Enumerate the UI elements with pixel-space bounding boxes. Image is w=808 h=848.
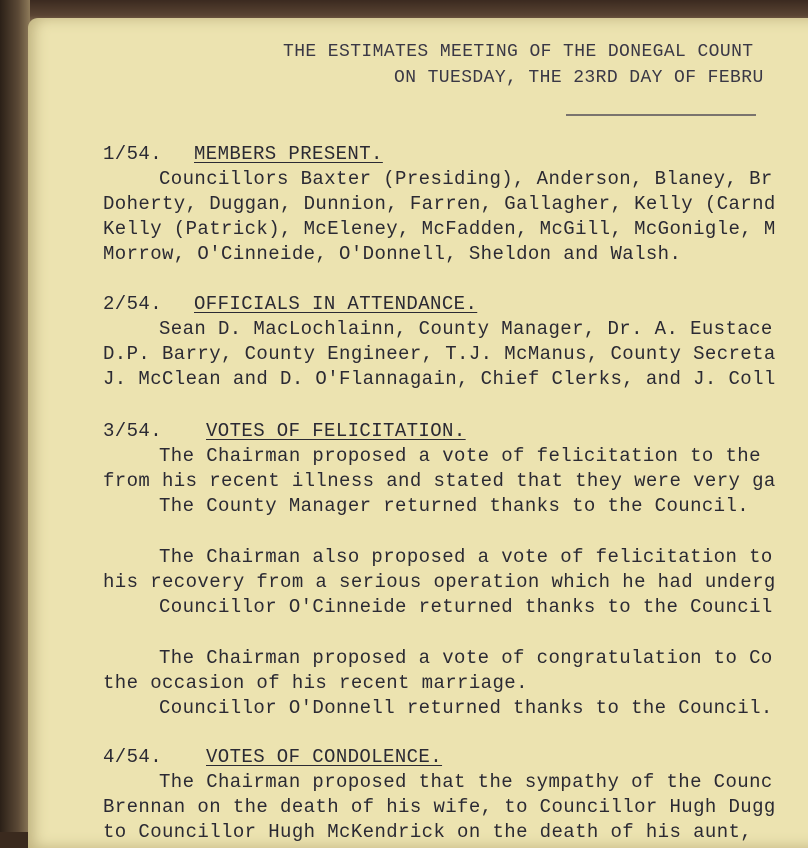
body-line: J. McClean and D. O'Flannagain, Chief Clerks, and J. Coll: [103, 368, 776, 390]
section-heading: MEMBERS PRESENT.: [194, 143, 383, 165]
header-rule: [566, 114, 756, 116]
body-line: The Chairman proposed that the sympathy of the Counc: [159, 771, 773, 793]
body-line: Brennan on the death of his wife, to Councillor Hugh Dugg: [103, 796, 776, 818]
section-number: 3/54.: [103, 420, 163, 442]
section-heading: VOTES OF CONDOLENCE.: [206, 746, 443, 768]
body-line: The Chairman also proposed a vote of felicitation to: [159, 546, 773, 568]
header-line-2: ON TUESDAY, THE 23RD DAY OF FEBRU: [394, 68, 764, 88]
body-line: D.P. Barry, County Engineer, T.J. McManus, County Secreta: [103, 343, 776, 365]
body-line: Doherty, Duggan, Dunnion, Farren, Gallagher, Kelly (Carnd: [103, 193, 776, 215]
section-number: 2/54.: [103, 293, 163, 315]
body-line: the occasion of his recent marriage.: [103, 672, 528, 694]
body-line: Councillor O'Donnell returned thanks to the Council.: [159, 697, 773, 719]
book-binding: [0, 0, 30, 832]
section-number: 4/54.: [103, 746, 163, 768]
body-line: Sean D. MacLochlainn, County Manager, Dr. A. Eustace: [159, 318, 773, 340]
body-line: Councillors Baxter (Presiding), Anderson, Blaney, Br: [159, 168, 773, 190]
body-line: from his recent illness and stated that they were very ga: [103, 470, 776, 492]
body-line: Councillor O'Cinneide returned thanks to the Council: [159, 596, 773, 618]
section-number: 1/54.: [103, 143, 163, 165]
body-line: The County Manager returned thanks to the Council.: [159, 495, 750, 517]
body-line: Kelly (Patrick), McEleney, McFadden, McGill, McGonigle, M: [103, 218, 776, 240]
body-line: The Chairman proposed a vote of congratulation to Co: [159, 647, 773, 669]
body-line: Morrow, O'Cinneide, O'Donnell, Sheldon and Walsh.: [103, 243, 682, 265]
body-line: to Councillor Hugh McKendrick on the death of his aunt,: [103, 821, 753, 843]
body-line: The Chairman proposed a vote of felicitation to the: [159, 445, 761, 467]
header-line-1: THE ESTIMATES MEETING OF THE DONEGAL COUNT: [283, 42, 754, 62]
section-heading: VOTES OF FELICITATION.: [206, 420, 466, 442]
body-line: his recovery from a serious operation which he had underg: [103, 571, 776, 593]
section-heading: OFFICIALS IN ATTENDANCE.: [194, 293, 478, 315]
